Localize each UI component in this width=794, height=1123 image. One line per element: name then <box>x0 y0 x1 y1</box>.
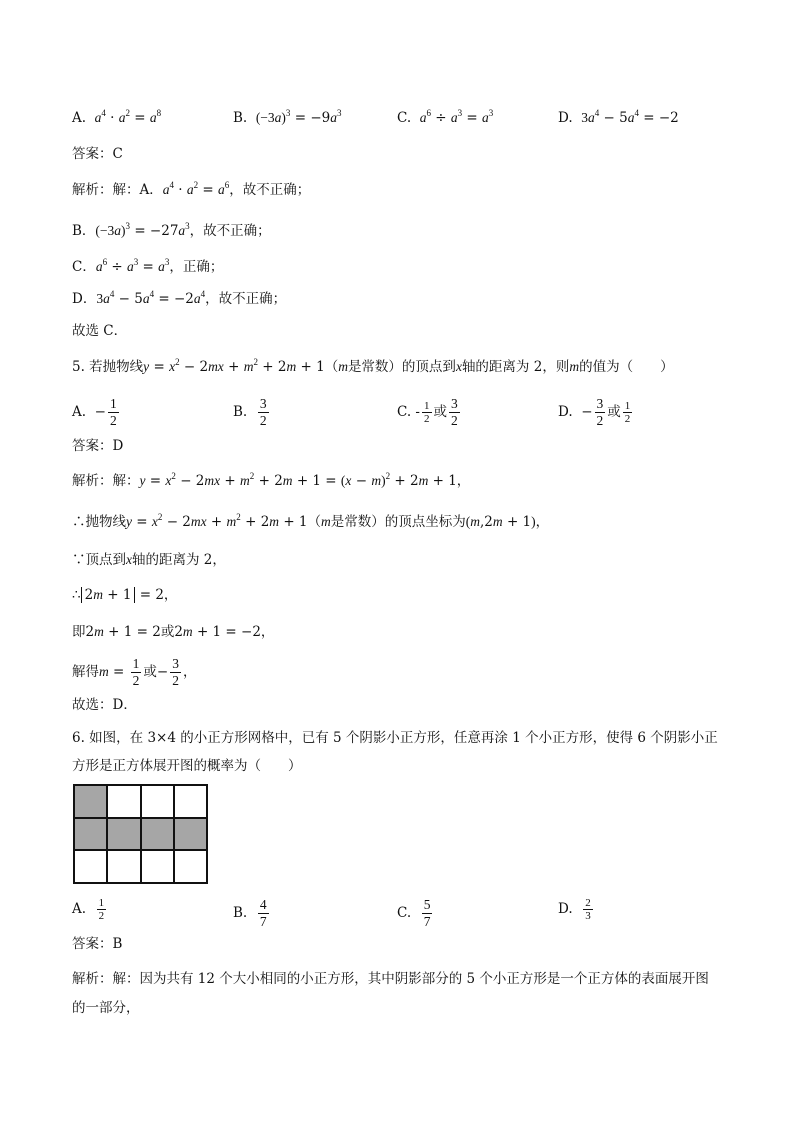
grid-cell <box>74 818 107 851</box>
grid-cell <box>107 818 140 851</box>
grid-cell <box>174 785 207 818</box>
q6-analysis-line1: 解析：解：因为共有 12 个大小相同的小正方形，其中阴影部分的 5 个小正方形是一个正方体的表面展开图 <box>72 971 709 987</box>
q4-analysis-b: B．$(-3a)^3 = -27a^3$，故不正确； <box>72 221 271 239</box>
q6-stem-line1: 6. 如图，在 3×4 的小正方形网格中，已有 5 个阴影小正方形，任意再涂 1 个小正方形，使得 6 个阴影小正 <box>72 730 718 746</box>
q4-analysis-a: 解析：解：A．$a^4 \cdot a^2 = a^6$，故不正确； <box>72 180 311 198</box>
q4-option-d: D. $3a^4 - 5a^4 = -2$ <box>558 108 679 126</box>
q5-option-a: A. − $\frac{1}{2}$ <box>72 396 117 428</box>
q5-analysis-5: 即2m + 1 = 2或2m + 1 = −2， <box>72 624 275 640</box>
grid-cell <box>141 818 174 851</box>
grid-cell <box>141 850 174 883</box>
q5-analysis-4: ∴ 2m + 1 = 2， <box>72 587 178 603</box>
q6-stem-line2: 方形是正方体展开图的概率为（ ） <box>72 758 302 774</box>
q5-conclusion: 故选：D． <box>72 697 137 713</box>
grid-cell <box>74 785 107 818</box>
q6-grid-figure <box>73 784 208 884</box>
q5-stem: 5. 若抛物线$y = x^2 - 2mx + m^2 + 2m + 1(m$是常数）的顶点到x轴的距离为 2，则m的值为（ ） <box>72 357 674 375</box>
q5-analysis-3: ∵顶点到x轴的距离为 2， <box>72 552 226 568</box>
q5-analysis-6: 解得m = $\frac{1}{2}$ 或− $\frac{3}{2}$ ， <box>72 656 197 688</box>
q4-option-c: C. $a^6 \div a^3 = a^3$ <box>397 108 494 126</box>
q6-option-c: C. $\frac{5}{7}$ <box>397 897 431 929</box>
q5-option-b: B. $\frac{3}{2}$ <box>233 396 267 428</box>
q6-analysis-line2: 的一部分， <box>72 1000 140 1016</box>
q5-option-d: D. − $\frac{3}{2}$ 或 $\frac{1}{2}$ <box>558 396 631 428</box>
grid-cell <box>74 850 107 883</box>
q6-option-a: A. $\frac{1}{2}$ <box>72 897 105 922</box>
q5-answer: 答案：D <box>72 438 124 454</box>
q6-option-b: B. $\frac{4}{7}$ <box>233 897 267 929</box>
grid-cell <box>107 850 140 883</box>
grid-cell <box>141 785 174 818</box>
q4-answer: 答案：C <box>72 146 123 162</box>
q4-analysis-c: C．$a^6 \div a^3 = a^3$，正确； <box>72 257 224 275</box>
grid-cell <box>174 818 207 851</box>
grid-cell <box>174 850 207 883</box>
q4-analysis-d: D．$3a^4 - 5a^4 = -2a^4$，故不正确； <box>72 289 287 307</box>
q5-analysis-2: ∴抛物线$y = x^2 - 2mx + m^2 + 2m + 1(m$是常数）的顶点坐标为(m,2m + 1)， <box>72 512 550 530</box>
q6-option-d: D. $\frac{2}{3}$ <box>558 897 591 922</box>
grid-cell <box>107 785 140 818</box>
q4-option-a: A. $a^4 \cdot a^2 = a^8$ <box>72 108 162 126</box>
q6-answer: 答案：B <box>72 936 123 952</box>
q5-option-c: C. - $\frac{1}{2}$ 或 $\frac{3}{2}$ <box>397 396 458 428</box>
q5-analysis-1: 解析：解：$y = x^2 - 2mx + m^2 + 2m + 1 = (x - m)^2 + 2m + 1$， <box>72 471 471 489</box>
q4-conclusion: 故选 C． <box>72 323 128 339</box>
q4-option-b: B. $(-3a)^3 = -9a^3$ <box>233 108 342 126</box>
